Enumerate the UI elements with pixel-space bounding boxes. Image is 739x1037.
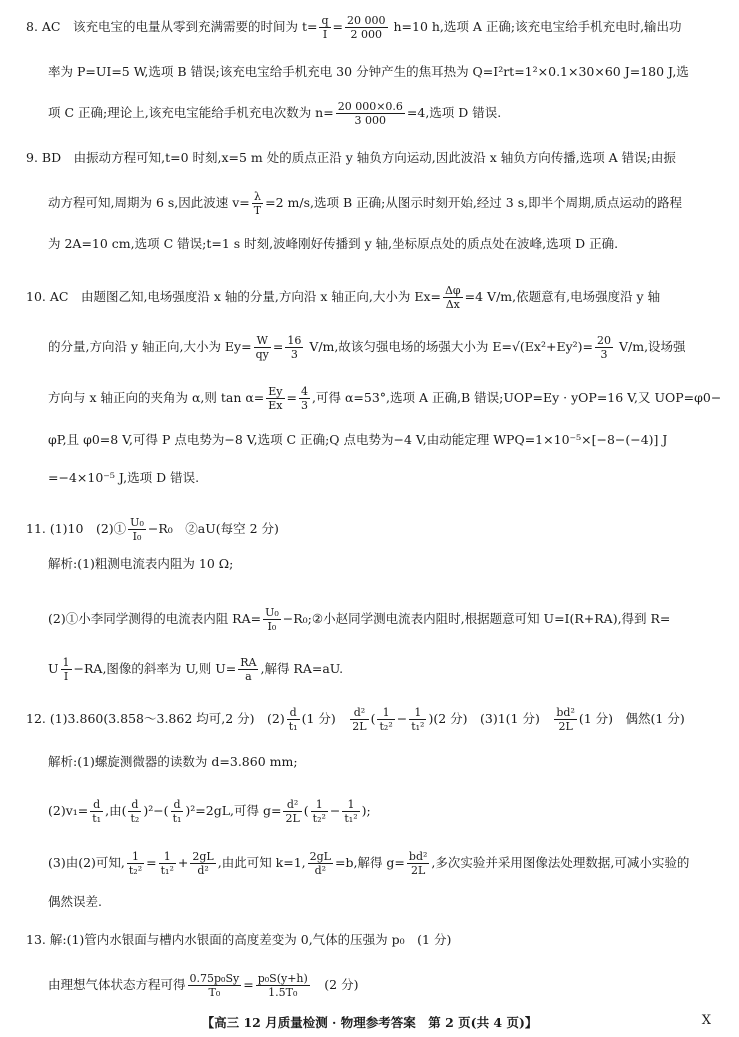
- fraction: $\frac{W}{qy}$: [255, 334, 269, 362]
- q8-line-3: 项 C 正确;理论上,该充电宝能给手机充电次数为 n= $\frac{20 000\times 0.6}{3 000}$ =4,选项 D 错误.: [48, 100, 502, 128]
- fraction: $\frac{2gL}{\text{d²}}$: [309, 850, 331, 878]
- fraction: $\frac{1}{\text{t₁²}}$: [160, 850, 174, 878]
- fraction: $\frac{1}{\text{t₂²}}$: [128, 850, 143, 878]
- fraction: $\frac{4}{3}$: [301, 385, 309, 413]
- fraction: $\frac{1}{\text{t₂²}}$: [379, 706, 393, 734]
- fraction: $\frac{1}{\text{t₁²}}$: [411, 706, 425, 734]
- q12-line-3: (2)v₁= $\frac{d}{\text{t₁}}$ ,由( $\frac{d}{\text{t₂}}$ )²−( $\frac{d}{\text{t₁}}$ )²=2gL,可得 g= $\frac{\text{d²}}{2L}$ ( $\frac{1}{\text{t₂²}}$ − $\frac{1}{\text{t₁²}}$ );: [48, 798, 371, 826]
- fraction: $\frac{1}{I}$: [62, 656, 70, 684]
- q12-line-2: 解析:(1)螺旋测微器的读数为 d=3.860 mm;: [48, 754, 298, 769]
- q11-line-3: (2)①小李同学测得的电流表内阻 RA= $\frac{\text{U₀}}{\text{I₀}}$ −R₀;②小赵同学测电流表内阻时,根据题意可知 U=I(R+RA),得到 R=: [48, 606, 671, 634]
- fraction: $\frac{d}{\text{t₁}}$: [172, 798, 182, 826]
- fraction: $\frac{\text{bd²}}{2L}$: [408, 850, 428, 878]
- q12-line-4: (3)由(2)可知, $\frac{1}{\text{t₂²}}$ = $\frac{1}{\text{t₁²}}$ + $\frac{2gL}{\text{d²}}$ ,由此可知 k=1, $\frac{2gL}{\text{d²}}$ =b,解得 g= $\frac{\text{bd²}}{2L}$ ,多次实验并采用图像法处理数据,可减小实验的: [48, 850, 690, 878]
- q12-line-1: 12. (1)3.860(3.858～3.862 均可,2 分) (2) $\frac{d}{\text{t₁}}$ (1 分) $\frac{\text{d²}}{2L}$ ( $\frac{1}{\text{t₂²}}$ − $\frac{1}{\text{t₁²}}$ )(2 分) (3)1(1 分) $\frac{\text{bd²}}{2L}$ (1 分) 偶然(1 分): [26, 706, 685, 734]
- q8-line-2: 率为 P=UI=5 W,选项 B 错误;该充电宝给手机充电 30 分钟产生的焦耳热为 Q=I²rt=1²×0.1×30×60 J=180 J,选: [48, 64, 689, 79]
- fraction: $\frac{d}{\text{t₁}}$: [92, 798, 102, 826]
- fraction: $\frac{20 000\times 0.6}{3 000}$: [337, 100, 403, 128]
- q12-line-5: 偶然误差.: [48, 894, 102, 909]
- fraction: $\frac{d}{\text{t₁}}$: [288, 706, 298, 734]
- q11-line-1: 11. (1)10 (2)① $\frac{\text{U₀}}{\text{I₀}}$ −R₀ ②aU(每空 2 分): [26, 516, 279, 544]
- fraction: $\frac{\text{p₀S(y+h)}}{\text{1.5T₀}}$: [257, 972, 308, 1000]
- fraction: $\frac{\text{bd²}}{2L}$: [556, 706, 575, 734]
- fraction: $\frac{16}{3}$: [287, 334, 302, 362]
- q10-line-4: φP,且 φ0=8 V,可得 P 点电势为−8 V,选项 C 正确;Q 点电势为−4 V,由动能定理 WPQ=1×10⁻⁵×[−8−(−4)] J: [48, 432, 668, 447]
- q13-line-2: 由理想气体状态方程可得 $\frac{\text{0.75p₀Sy}}{\text{T₀}}$ = $\frac{\text{p₀S(y+h)}}{\text{1.5T₀}}$ (2 分): [48, 972, 359, 1000]
- fraction: $\frac{RA}{a}$: [240, 656, 257, 684]
- q11-line-2: 解析:(1)粗测电流表内阻为 10 Ω;: [48, 556, 234, 571]
- q8-line-1: 8. AC 该充电宝的电量从零到充满需要的时间为 t= $\frac{q}{I}$ = $\frac{20 000}{2 000}$ h=10 h,选项 A 正确;该充电宝给手机充电时,输出功: [26, 14, 682, 42]
- q9-line-2: 动方程可知,周期为 6 s,因此波速 v= $\frac{\lambda}{T}$ =2 m/s,选项 B 正确;从图示时刻开始,经过 3 s,即半个周期,质点运动的路程: [48, 190, 683, 218]
- footer-mark: X: [701, 1013, 711, 1028]
- fraction: $\frac{\lambda}{T}$: [253, 190, 262, 218]
- q10-line-3: 方向与 x 轴正向的夹角为 α,则 tan α= $\frac{Ey}{Ex}$ = $\frac{4}{3}$ ,可得 α=53°,选项 A 正确,B 错误;UOP=Ey · yOP=16 V,又 UOP=φ0−: [48, 385, 722, 413]
- fraction: $\frac{d}{\text{t₂}}$: [130, 798, 140, 826]
- fraction: $\frac{Ey}{Ex}$: [268, 385, 283, 413]
- q9-line-1: 9. BD 由振动方程可知,t=0 时刻,x=5 m 处的质点正沿 y 轴负方向运动,因此波沿 x 轴负方向传播,选项 A 错误;由振: [26, 150, 676, 165]
- q9-line-3: 为 2A=10 cm,选项 C 错误;t=1 s 时刻,波峰刚好传播到 y 轴,坐标原点处的质点处在波峰,选项 D 正确.: [48, 236, 619, 251]
- q10-line-5: =−4×10⁻⁵ J,选项 D 错误.: [48, 470, 200, 485]
- q13-line-1: 13. 解:(1)管内水银面与槽内水银面的高度差变为 0,气体的压强为 p₀ (1 分): [26, 932, 452, 947]
- fraction: $\frac{\text{U₀}}{\text{I₀}}$: [265, 606, 279, 634]
- fraction: $\frac{1}{\text{t₂²}}$: [312, 798, 326, 826]
- fraction: $\frac{\text{U₀}}{\text{I₀}}$: [130, 516, 144, 544]
- q11-line-4: U $\frac{1}{I}$ −RA,图像的斜率为 U,则 U= $\frac{RA}{a}$ ,解得 RA=aU.: [48, 656, 344, 684]
- fraction: $\frac{\text{d²}}{2L}$: [285, 798, 300, 826]
- fraction: $\frac{\text{d²}}{2L}$: [352, 706, 367, 734]
- fraction: $\frac{2gL}{\text{d²}}$: [192, 850, 214, 878]
- q10-line-1: 10. AC 由题图乙知,电场强度沿 x 轴的分量,方向沿 x 轴正向,大小为 Ex= $\frac{\Delta\varphi}{\Delta x}$ =4 V/m,依题意有,电场强度沿 y 轴: [26, 284, 661, 312]
- page-footer: 【高三 12 月质量检测 · 物理参考答案 第 2 页(共 4 页)】: [201, 1015, 538, 1030]
- fraction: $\frac{\Delta\varphi}{\Delta x}$: [444, 284, 461, 312]
- fraction: $\frac{20}{3}$: [597, 334, 612, 362]
- fraction: $\frac{20 000}{2 000}$: [347, 14, 386, 42]
- fraction: $\frac{q}{I}$: [321, 14, 329, 42]
- q10-line-2: 的分量,方向沿 y 轴正向,大小为 Ey= $\frac{W}{qy}$ = $\frac{16}{3}$ V/m,故该匀强电场的场强大小为 E=√(Ex²+Ey²)= $\frac{20}{3}$ V/m,设场强: [48, 334, 686, 362]
- fraction: $\frac{\text{0.75p₀Sy}}{\text{T₀}}$: [189, 972, 240, 1000]
- fraction: $\frac{1}{\text{t₁²}}$: [344, 798, 358, 826]
